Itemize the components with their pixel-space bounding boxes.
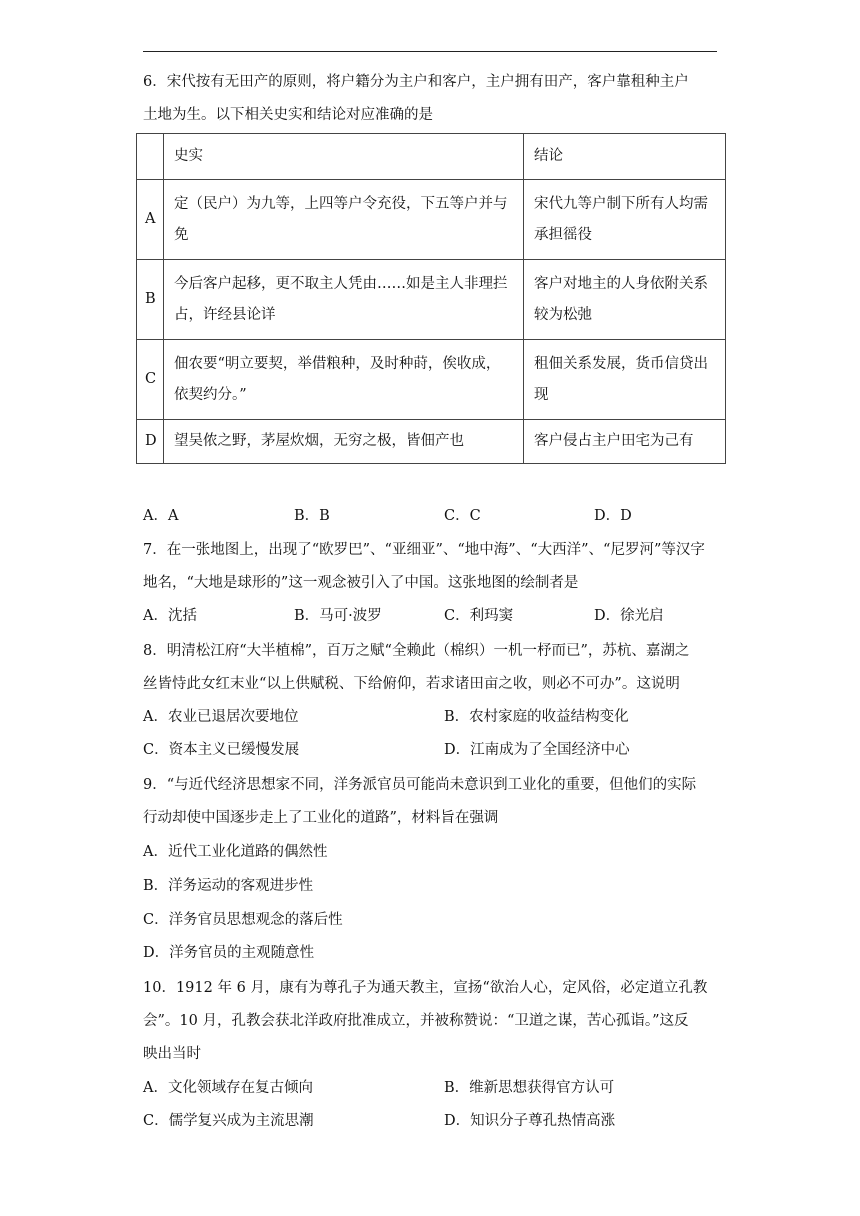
- table-row: [137, 260, 726, 340]
- table-header-conclusion: 结论: [524, 134, 726, 180]
- q9-option-d[interactable]: D．洋务官员的主观随意性: [143, 945, 315, 961]
- row-conclusion: 客户侵占主户田宅为己有: [524, 420, 726, 464]
- row-fact: 望吴侬之野，茅屋炊烟，无穷之极，皆佃产也: [164, 420, 524, 464]
- q6-option-c[interactable]: C．C: [444, 508, 481, 524]
- q10-stem-line3: 映出当时: [143, 1046, 201, 1062]
- row-fact: 定（民户）为九等，上四等户令充役，下五等户并与免: [164, 180, 524, 260]
- table-row: [137, 180, 726, 260]
- q9-stem-line1: 9．“与近代经济思想家不同，洋务派官员可能尚未意识到工业化的重要，但他们的实际: [143, 777, 697, 793]
- q7-option-a[interactable]: A．沈括: [143, 608, 197, 624]
- q7-stem-line2: 地名，“大地是球形的”这一观念被引入了中国。这张地图的绘制者是: [143, 575, 579, 591]
- row-conclusion: 宋代九等户制下所有人均需承担徭役: [524, 180, 726, 260]
- table-header-fact: 史实: [164, 134, 524, 180]
- q7-option-c[interactable]: C．利玛窦: [444, 608, 514, 624]
- q7-stem-line1: 7．在一张地图上，出现了“欧罗巴”、“亚细亚”、“地中海”、“大西洋”、“尼罗河”等汉字: [143, 542, 705, 558]
- q10-stem-line1: 10．1912 年 6 月，康有为尊孔子为通天教主，宣扬“欲治人心，定风俗，必定道立孔教: [143, 980, 708, 996]
- header-rule: [143, 51, 717, 52]
- table-header-blank: [137, 134, 164, 180]
- row-fact: 今后客户起移，更不取主人凭由……如是主人非理拦占，许经县论详: [164, 260, 524, 340]
- q8-stem-line1: 8．明清松江府“大半植棉”，百万之赋“全赖此（棉织）一机一杼而已”，苏杭、嘉湖之: [143, 643, 690, 659]
- q6-option-d[interactable]: D．D: [594, 508, 632, 524]
- q6-option-b[interactable]: B．B: [294, 508, 330, 524]
- q9-stem-line2: 行动却使中国逐步走上了工业化的道路”，材料旨在强调: [143, 810, 499, 826]
- q8-stem-line2: 丝皆恃此女红末业“以上供赋税、下给俯仰，若求诸田亩之收，则必不可办”。这说明: [143, 676, 680, 692]
- q6-stem-line1: 6．宋代按有无田产的原则，将户籍分为主户和客户，主户拥有田产，客户靠租种主户: [143, 74, 689, 90]
- q9-option-a[interactable]: A．近代工业化道路的偶然性: [143, 844, 328, 860]
- q10-option-c[interactable]: C．儒学复兴成为主流思潮: [143, 1113, 314, 1129]
- q10-option-d[interactable]: D．知识分子尊孔热情高涨: [444, 1113, 616, 1129]
- q10-option-b[interactable]: B．维新思想获得官方认可: [444, 1080, 615, 1096]
- q7-option-d[interactable]: D．徐光启: [594, 608, 664, 624]
- table-header-row: [137, 134, 726, 180]
- q6-stem-line2: 土地为生。以下相关史实和结论对应准确的是: [143, 107, 433, 123]
- q6-table: [136, 133, 726, 464]
- row-conclusion: 客户对地主的人身依附关系较为松弛: [524, 260, 726, 340]
- q6-option-a[interactable]: A．A: [143, 508, 179, 524]
- table-row: [137, 420, 726, 464]
- row-letter: D: [137, 420, 164, 464]
- q8-option-c[interactable]: C．资本主义已缓慢发展: [143, 742, 300, 758]
- q8-option-b[interactable]: B．农村家庭的收益结构变化: [444, 709, 629, 725]
- q9-option-c[interactable]: C．洋务官员思想观念的落后性: [143, 912, 343, 928]
- q8-option-d[interactable]: D．江南成为了全国经济中心: [444, 742, 630, 758]
- q8-option-a[interactable]: A．农业已退居次要地位: [143, 709, 299, 725]
- row-letter: C: [137, 340, 164, 420]
- q10-option-a[interactable]: A．文化领域存在复古倾向: [143, 1080, 313, 1096]
- table-row: [137, 340, 726, 420]
- row-fact: 佃农要“明立要契，举借粮种，及时种莳，俟收成，依契约分。”: [164, 340, 524, 420]
- row-letter: A: [137, 180, 164, 260]
- q9-option-b[interactable]: B．洋务运动的客观进步性: [143, 878, 314, 894]
- q10-stem-line2: 会”。10 月，孔教会获北洋政府批准成立，并被称赞说：“卫道之谋，苦心孤诣。”这反: [143, 1013, 689, 1029]
- q7-option-b[interactable]: B．马可·波罗: [294, 608, 382, 624]
- row-conclusion: 租佃关系发展，货币信贷出现: [524, 340, 726, 420]
- row-letter: B: [137, 260, 164, 340]
